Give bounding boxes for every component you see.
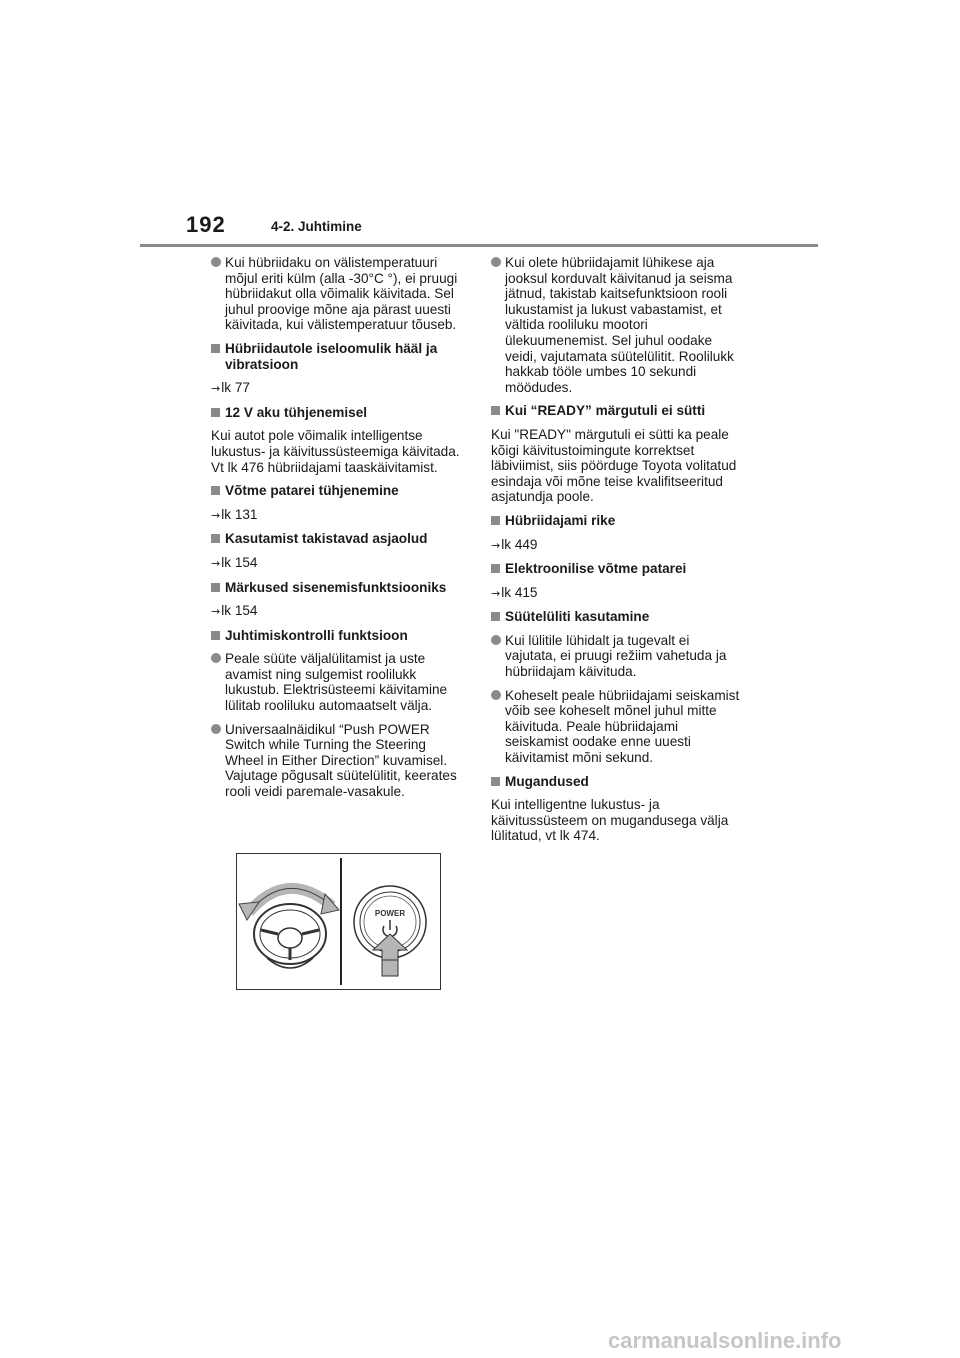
square-marker-icon [491,406,500,415]
page-reference [211,380,463,397]
square-marker-icon [211,486,220,495]
arrow-icon: → [211,605,221,619]
item-text: Koheselt peale hübriidajami seiskamist võib see koheselt mõnel juhul mitte käivituda. Peale hübriidajami seiskamist oodake enne uuesti käivitamist mõni sekund. [505,687,740,766]
page-reference [211,603,463,620]
section-heading [211,405,463,421]
item-text: 12 V aku tühjenemisel [225,404,368,420]
arrow-icon: → [211,556,221,570]
arrow-icon: → [491,586,501,600]
item-text: Juhtimiskontrolli funktsioon [225,627,408,643]
item-text: Hübriidautole iseloomulik hääl ja vibratsioon [225,340,438,372]
item-text: Hübriidajami rike [505,512,616,528]
arrow-icon: → [491,538,501,552]
section-heading [491,403,743,419]
bullet-item [491,255,743,395]
item-text: Kui “READY” märgutuli ei sütti [505,403,706,419]
left-column [211,255,463,808]
page-number: 192 [186,212,226,237]
bullet-dot-icon [211,653,221,663]
square-marker-icon [211,534,220,543]
arrow-icon: → [211,508,221,522]
square-marker-icon [491,564,500,573]
power-label: POWER [374,909,406,918]
right-column [491,255,743,852]
square-marker-icon [211,631,220,640]
paragraph: Kui autot pole võimalik intelligentse lukustus- ja käivitussüsteemiga käivitada. Vt lk 476 hübriidajami taaskäivitamist. [211,428,460,475]
square-marker-icon [491,516,500,525]
bullet-dot-icon [491,257,501,267]
item-text: Kui lülitile lühidalt ja tugevalt ei vajutata, ei pruugi režiim vahetuda ja hübriidajam käivituda. [505,632,727,680]
item-text: Võtme patarei tühjenemine [225,483,399,499]
item-text: Märkused sisenemisfunktsiooniks [225,579,447,595]
bullet-dot-icon [211,257,221,267]
item-text: Universaalnäidikul “Push POWER Switch while Turning the Steering Wheel in Either Direction” kuvamisel. Vajutage põgusalt süütelülitit, keerates rooli veidi paremale-vasakule. [225,721,457,800]
item-text: Kasutamist takistavad asjaolud [225,531,428,547]
item-text: Kui olete hübriidajamit lühikese aja jooksul korduvalt käivitanud ja seisma jätnud, takistab kaitsefunktsioon rooli lukustamist ja lukust vabastamist, et vältida rooliluku mootori ülekuumenemist. Sel juhul oodake veidi, vajutamata süütelülitit. Roolilukk hakkab tööle umbes 10 sekundi möödudes. [505,255,734,395]
illustration [236,853,441,990]
reference-text: lk 131 [221,506,258,522]
item-text: Süütelüliti kasutamine [505,609,650,625]
paragraph: Kui "READY" märgutuli ei sütti ka peale kõigi käivitustoimingute korrektset läbiviimist, siis pöörduge Toyota volitatud esindaja või mõne teise kvalifitseeritud asjatundja poole. [491,426,737,505]
square-marker-icon [211,408,220,417]
section-heading [211,628,463,644]
page-reference [211,555,463,572]
section-title: 4-2. Juhtimine [271,219,362,234]
bullet-item [211,651,463,713]
section-heading [211,580,463,596]
reference-text: lk 154 [221,603,258,619]
watermark: carmanualsonline.info [608,1328,842,1353]
reference-text: lk 449 [501,536,538,552]
square-marker-icon [211,583,220,592]
reference-text: lk 77 [221,380,250,396]
section-heading [491,513,743,529]
page-reference [491,537,743,554]
square-marker-icon [491,612,500,621]
bullet-item [211,722,463,800]
bullet-item [491,688,743,766]
steering-wheel-icon [254,904,326,968]
reference-text: lk 415 [501,584,538,600]
section-heading [211,531,463,547]
header-rule [140,244,818,247]
section-heading [211,483,463,499]
page-reference [211,507,463,524]
item-text: Kui hübriidaku on välistemperatuuri mõjul eriti külm (alla -30°C °), ei pruugi hübriidakut olla võimalik käivitada. Sel juhul proovige mõne aja pärast uuesti käivitada, kui välistemperatuur tõuseb. [225,255,458,333]
item-text: Elektroonilise võtme patarei [505,561,687,577]
page-reference [491,585,743,602]
square-marker-icon [491,777,500,786]
reference-text: lk 154 [221,554,258,570]
square-marker-icon [211,344,220,353]
bullet-item [211,255,463,333]
item-text: Peale süüte väljalülitamist ja uste avamist ning sulgemist roolilukk lukustub. Elektrisüsteemi käivitamine lülitab rooliluku automaatselt välja. [225,651,448,714]
section-heading [491,774,743,790]
bullet-dot-icon [491,635,501,645]
item-text: Mugandused [505,773,589,789]
section-heading [491,609,743,625]
paragraph: Kui intelligentne lukustus- ja käivitussüsteem on mugandusega välja lülitatud, vt lk 474. [491,797,729,844]
bullet-dot-icon [491,690,501,700]
bullet-dot-icon [211,724,221,734]
bullet-item [491,633,743,680]
arrow-icon: → [211,382,221,396]
section-heading [211,341,463,372]
section-heading [491,561,743,577]
